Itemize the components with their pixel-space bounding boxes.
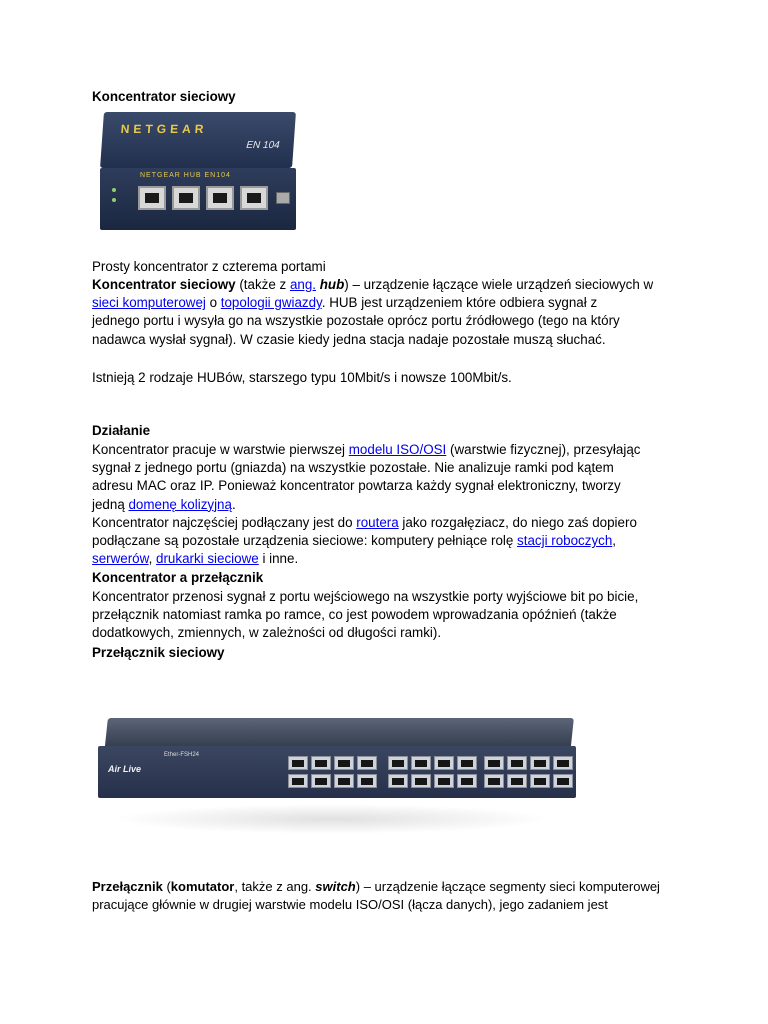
text-span: (także z (235, 277, 290, 292)
hub-front-panel (100, 168, 296, 230)
switch-photo (92, 664, 584, 864)
hub-top-panel (100, 112, 296, 168)
hub-front-label: NETGEAR HUB EN104 (140, 172, 231, 179)
switch-port (507, 774, 527, 788)
text-span: ( (162, 879, 171, 894)
hub-port (138, 186, 166, 210)
switch-port (553, 774, 573, 788)
text-span: pracujące głównie w drugiej warstwie modelu ISO/OSI (łącza danych), jego zadaniem jest (92, 897, 608, 913)
hub-caption: Prosty koncentrator z czterema portami (92, 259, 326, 274)
term-komutator: komutator (170, 879, 235, 894)
text-span: podłączane są pozostałe urządzenia sieciowe: komputery pełniące rolę (92, 533, 518, 549)
text-span: jedną (92, 496, 129, 512)
switch-port (434, 756, 454, 770)
hub-led (112, 198, 116, 202)
hub-port (240, 186, 268, 210)
text-span: Koncentrator przenosi sygnał z portu wejściowego na wszystkie porty wyjściowe bit po bicie, (92, 589, 639, 604)
switch-port (288, 756, 308, 770)
link-sieci-komputerowej[interactable]: sieci komputerowej (92, 295, 206, 311)
switch-port (457, 756, 477, 770)
text-span: i inne. (258, 551, 299, 567)
text-span: ) – urządzenie łączące wiele urządzeń sieciowych w (344, 277, 654, 292)
term-hub: hub (319, 277, 345, 292)
link-serwerow[interactable]: serwerów (92, 551, 149, 567)
text-span: . (231, 496, 236, 512)
text-span: ) – urządzenie łączące segmenty sieci komputerowej (355, 879, 660, 894)
text-span: , (148, 551, 157, 567)
link-topologii-gwiazdy[interactable]: topologii gwiazdy (220, 295, 322, 311)
switch-front-panel (98, 746, 576, 798)
paragraph-porownanie (92, 588, 638, 643)
switch-model-label: Ether-FSH24 (164, 752, 200, 758)
switch-port (530, 774, 550, 788)
switch-shadow (112, 804, 552, 834)
switch-brand-label: Air Live (108, 764, 142, 774)
heading-koncentrator: Koncentrator sieciowy (92, 89, 236, 104)
text-span: , (612, 533, 617, 549)
switch-port (334, 756, 354, 770)
text-span: . HUB jest urządzeniem które odbiera sygnał z (321, 295, 598, 311)
link-stacji-roboczych[interactable]: stacji roboczych (517, 533, 613, 549)
term-switch: switch (315, 879, 356, 894)
heading-przelacznik-sieciowy: Przełącznik sieciowy (92, 645, 225, 660)
switch-port (311, 774, 331, 788)
link-routera[interactable]: routera (356, 515, 399, 530)
paragraph-router (92, 514, 637, 569)
switch-port (288, 774, 308, 788)
text-span: jako rozgałęziacz, do niego zaś dopiero (398, 515, 637, 530)
text-span: przełącznik natomiast ramka po ramce, co jest powodem wprowadzania opóźnień (także (92, 607, 617, 623)
switch-port (484, 774, 504, 788)
paragraph-hub-definition (92, 276, 653, 349)
switch-port (357, 774, 377, 788)
switch-port (357, 756, 377, 770)
text-span: sygnał z jednego portu (gniazda) na wszystkie pozostałe. Nie analizuje ramki pod kątem (92, 460, 614, 476)
link-drukarki-sieciowe[interactable]: drukarki sieciowe (156, 551, 259, 567)
switch-port (388, 756, 408, 770)
switch-port (311, 756, 331, 770)
switch-port (530, 756, 550, 770)
hub-port (206, 186, 234, 210)
text-span: , także z ang. (234, 879, 316, 894)
switch-port (553, 756, 573, 770)
text-span: o (205, 295, 221, 311)
heading-dzialanie: Działanie (92, 423, 151, 438)
hub-model-label: EN 104 (245, 140, 280, 151)
switch-port (457, 774, 477, 788)
switch-port (334, 774, 354, 788)
link-modelu-iso-osi[interactable]: modelu ISO/OSI (348, 442, 447, 457)
text-span: Koncentrator najczęściej podłączany jest do (92, 515, 357, 530)
text-span: jednego portu i wysyła go na wszystkie pozostałe oprócz portu źródłowego (tego na który (92, 313, 620, 329)
link-domene-kolizyjna[interactable]: domenę kolizyjną (128, 496, 232, 512)
heading-koncentrator-a-przelacznik: Koncentrator a przełącznik (92, 570, 264, 585)
paragraph-dzialanie (92, 441, 640, 514)
hub-brand-label: NETGEAR (120, 122, 208, 136)
switch-port (434, 774, 454, 788)
hub-port (172, 186, 200, 210)
switch-port (388, 774, 408, 788)
term-przelacznik: Przełącznik (92, 879, 163, 894)
text-span: Koncentrator pracuje w warstwie pierwszej (92, 442, 349, 457)
text-span: (warstwie fizycznej), przesyłając (446, 442, 641, 457)
paragraph-hub-types: Istnieją 2 rodzaje HUBów, starszego typu 10Mbit/s i nowsze 100Mbit/s. (92, 370, 512, 385)
text-span: nadawca wysłał sygnał). W czasie kiedy jedna stacja nadaje pozostałe muszą słuchać. (92, 331, 606, 347)
text-span: adresu MAC oraz IP. Ponieważ koncentrator powtarza każdy sygnał elektroniczny, tworzy (92, 478, 621, 494)
paragraph-przelacznik-definition (92, 878, 660, 914)
hub-uplink-switch (276, 192, 290, 204)
switch-port (411, 756, 431, 770)
link-ang[interactable]: ang. (289, 277, 317, 292)
term-koncentrator: Koncentrator sieciowy (92, 277, 236, 292)
switch-port (411, 774, 431, 788)
switch-port (507, 756, 527, 770)
hub-photo (92, 106, 305, 240)
switch-port (484, 756, 504, 770)
text-span: dodatkowych, zmiennych, w zależności od długości ramki). (92, 625, 442, 641)
hub-led (112, 188, 116, 192)
